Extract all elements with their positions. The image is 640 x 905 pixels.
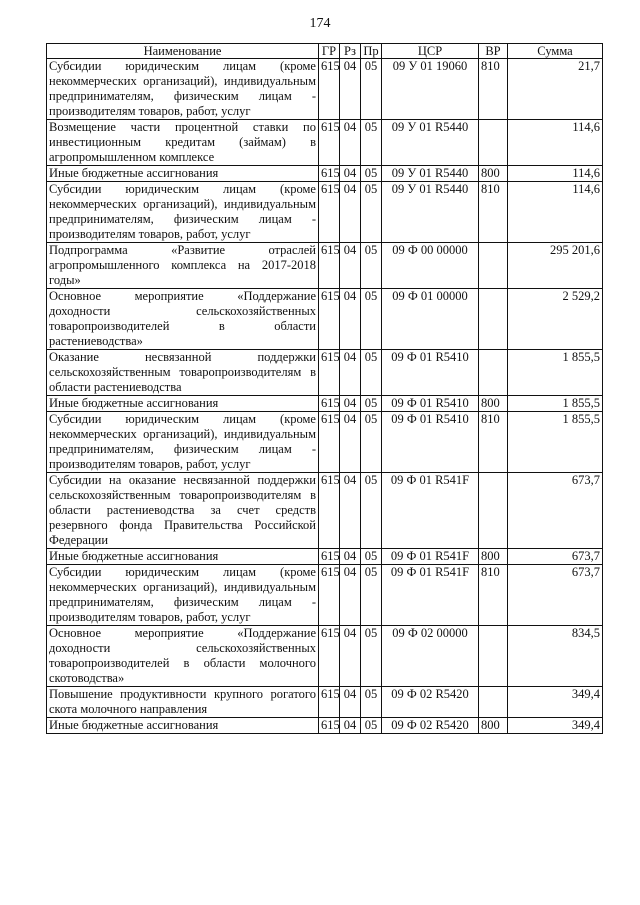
row-name: Повышение продуктивности крупного рогатого скота молочного направления bbox=[47, 687, 319, 718]
row-gr: 615 bbox=[319, 549, 340, 565]
table-row bbox=[47, 243, 603, 289]
row-name: Субсидии юридическим лицам (кроме некоммерческих организаций), индивидуальным предпринимателям, физическим лицам - производителям товаров, работ, услуг bbox=[47, 412, 319, 473]
row-sum: 673,7 bbox=[508, 549, 603, 565]
row-pr: 05 bbox=[361, 59, 382, 120]
row-gr: 615 bbox=[319, 166, 340, 182]
row-gr: 615 bbox=[319, 396, 340, 412]
row-vr: 800 bbox=[479, 166, 508, 182]
row-name: Иные бюджетные ассигнования bbox=[47, 718, 319, 734]
row-name: Основное мероприятие «Поддержание доходности сельскохозяйственных товаропроизводителей в области растениеводства» bbox=[47, 289, 319, 350]
row-name: Субсидии юридическим лицам (кроме некоммерческих организаций), индивидуальным предпринимателям, физическим лицам - производителям товаров, работ, услуг bbox=[47, 565, 319, 626]
row-rz: 04 bbox=[340, 59, 361, 120]
row-csr: 09 У 01 R5440 bbox=[382, 182, 479, 243]
table-row bbox=[47, 565, 603, 626]
row-vr: 800 bbox=[479, 396, 508, 412]
row-rz: 04 bbox=[340, 396, 361, 412]
table-header-row bbox=[47, 44, 603, 59]
row-vr: 810 bbox=[479, 182, 508, 243]
row-pr: 05 bbox=[361, 549, 382, 565]
row-rz: 04 bbox=[340, 166, 361, 182]
row-csr: 09 Ф 01 R541F bbox=[382, 473, 479, 549]
row-gr: 615 bbox=[319, 182, 340, 243]
row-pr: 05 bbox=[361, 473, 382, 549]
row-vr bbox=[479, 289, 508, 350]
table-row bbox=[47, 396, 603, 412]
row-gr: 615 bbox=[319, 718, 340, 734]
row-rz: 04 bbox=[340, 565, 361, 626]
row-vr: 800 bbox=[479, 549, 508, 565]
row-gr: 615 bbox=[319, 565, 340, 626]
row-name: Подпрограмма «Развитие отраслей агропромышленного комплекса на 2017-2018 годы» bbox=[47, 243, 319, 289]
row-sum: 349,4 bbox=[508, 687, 603, 718]
row-vr bbox=[479, 243, 508, 289]
row-gr: 615 bbox=[319, 473, 340, 549]
row-vr: 810 bbox=[479, 59, 508, 120]
header-rz: Рз bbox=[340, 44, 361, 59]
row-gr: 615 bbox=[319, 243, 340, 289]
row-pr: 05 bbox=[361, 166, 382, 182]
row-csr: 09 У 01 R5440 bbox=[382, 166, 479, 182]
row-sum: 1 855,5 bbox=[508, 412, 603, 473]
row-gr: 615 bbox=[319, 687, 340, 718]
row-pr: 05 bbox=[361, 120, 382, 166]
row-csr: 09 Ф 01 R5410 bbox=[382, 412, 479, 473]
row-vr bbox=[479, 350, 508, 396]
row-name: Иные бюджетные ассигнования bbox=[47, 166, 319, 182]
row-rz: 04 bbox=[340, 718, 361, 734]
row-pr: 05 bbox=[361, 289, 382, 350]
row-gr: 615 bbox=[319, 412, 340, 473]
header-pr: Пр bbox=[361, 44, 382, 59]
row-gr: 615 bbox=[319, 350, 340, 396]
row-csr: 09 Ф 01 00000 bbox=[382, 289, 479, 350]
header-gr: ГР bbox=[319, 44, 340, 59]
row-pr: 05 bbox=[361, 350, 382, 396]
row-rz: 04 bbox=[340, 243, 361, 289]
table-row bbox=[47, 289, 603, 350]
row-sum: 114,6 bbox=[508, 182, 603, 243]
row-csr: 09 Ф 00 00000 bbox=[382, 243, 479, 289]
row-vr bbox=[479, 120, 508, 166]
table-row bbox=[47, 182, 603, 243]
row-csr: 09 Ф 01 R541F bbox=[382, 549, 479, 565]
row-csr: 09 У 01 19060 bbox=[382, 59, 479, 120]
row-pr: 05 bbox=[361, 182, 382, 243]
row-sum: 21,7 bbox=[508, 59, 603, 120]
table-row bbox=[47, 59, 603, 120]
row-csr: 09 Ф 02 00000 bbox=[382, 626, 479, 687]
row-csr: 09 Ф 02 R5420 bbox=[382, 718, 479, 734]
row-pr: 05 bbox=[361, 243, 382, 289]
row-vr: 800 bbox=[479, 718, 508, 734]
row-csr: 09 Ф 01 R541F bbox=[382, 565, 479, 626]
row-rz: 04 bbox=[340, 350, 361, 396]
row-name: Возмещение части процентной ставки по инвестиционным кредитам (займам) в агропромышленном комплексе bbox=[47, 120, 319, 166]
table-row bbox=[47, 473, 603, 549]
row-vr bbox=[479, 687, 508, 718]
table-row bbox=[47, 549, 603, 565]
table-row bbox=[47, 687, 603, 718]
row-name: Субсидии на оказание несвязанной поддержки сельскохозяйственным товаропроизводителям в области растениеводства за счет средств резервного фонда Правительства Российской Федерации bbox=[47, 473, 319, 549]
row-gr: 615 bbox=[319, 289, 340, 350]
row-sum: 114,6 bbox=[508, 120, 603, 166]
table-row bbox=[47, 166, 603, 182]
budget-table bbox=[46, 43, 603, 734]
row-vr: 810 bbox=[479, 565, 508, 626]
table-row bbox=[47, 626, 603, 687]
row-vr: 810 bbox=[479, 412, 508, 473]
row-pr: 05 bbox=[361, 626, 382, 687]
row-pr: 05 bbox=[361, 565, 382, 626]
row-sum: 673,7 bbox=[508, 473, 603, 549]
header-vr: ВР bbox=[479, 44, 508, 59]
table-row bbox=[47, 350, 603, 396]
row-name: Иные бюджетные ассигнования bbox=[47, 396, 319, 412]
row-sum: 295 201,6 bbox=[508, 243, 603, 289]
row-name: Основное мероприятие «Поддержание доходности сельскохозяйственных товаропроизводителей в области молочного скотоводства» bbox=[47, 626, 319, 687]
row-sum: 834,5 bbox=[508, 626, 603, 687]
row-pr: 05 bbox=[361, 718, 382, 734]
row-name: Иные бюджетные ассигнования bbox=[47, 549, 319, 565]
row-gr: 615 bbox=[319, 120, 340, 166]
row-rz: 04 bbox=[340, 182, 361, 243]
row-sum: 114,6 bbox=[508, 166, 603, 182]
row-rz: 04 bbox=[340, 473, 361, 549]
row-sum: 349,4 bbox=[508, 718, 603, 734]
row-sum: 1 855,5 bbox=[508, 350, 603, 396]
row-rz: 04 bbox=[340, 687, 361, 718]
row-sum: 673,7 bbox=[508, 565, 603, 626]
page-number: 174 bbox=[309, 16, 331, 31]
row-gr: 615 bbox=[319, 626, 340, 687]
row-pr: 05 bbox=[361, 412, 382, 473]
row-sum: 2 529,2 bbox=[508, 289, 603, 350]
header-name: Наименование bbox=[47, 44, 319, 59]
row-gr: 615 bbox=[319, 59, 340, 120]
row-rz: 04 bbox=[340, 549, 361, 565]
row-name: Субсидии юридическим лицам (кроме некоммерческих организаций), индивидуальным предпринимателям, физическим лицам - производителям товаров, работ, услуг bbox=[47, 59, 319, 120]
header-csr: ЦСР bbox=[382, 44, 479, 59]
row-csr: 09 Ф 02 R5420 bbox=[382, 687, 479, 718]
row-csr: 09 Ф 01 R5410 bbox=[382, 396, 479, 412]
row-rz: 04 bbox=[340, 626, 361, 687]
row-csr: 09 Ф 01 R5410 bbox=[382, 350, 479, 396]
row-vr bbox=[479, 626, 508, 687]
row-pr: 05 bbox=[361, 396, 382, 412]
row-name: Субсидии юридическим лицам (кроме некоммерческих организаций), индивидуальным предпринимателям, физическим лицам - производителям товаров, работ, услуг bbox=[47, 182, 319, 243]
row-vr bbox=[479, 473, 508, 549]
row-name: Оказание несвязанной поддержки сельскохозяйственным товаропроизводителям в области растениеводства bbox=[47, 350, 319, 396]
table-row bbox=[47, 412, 603, 473]
row-pr: 05 bbox=[361, 687, 382, 718]
row-csr: 09 У 01 R5440 bbox=[382, 120, 479, 166]
row-sum: 1 855,5 bbox=[508, 396, 603, 412]
row-rz: 04 bbox=[340, 120, 361, 166]
row-rz: 04 bbox=[340, 412, 361, 473]
table-row bbox=[47, 718, 603, 734]
row-rz: 04 bbox=[340, 289, 361, 350]
header-sum: Сумма bbox=[508, 44, 603, 59]
table-row bbox=[47, 120, 603, 166]
